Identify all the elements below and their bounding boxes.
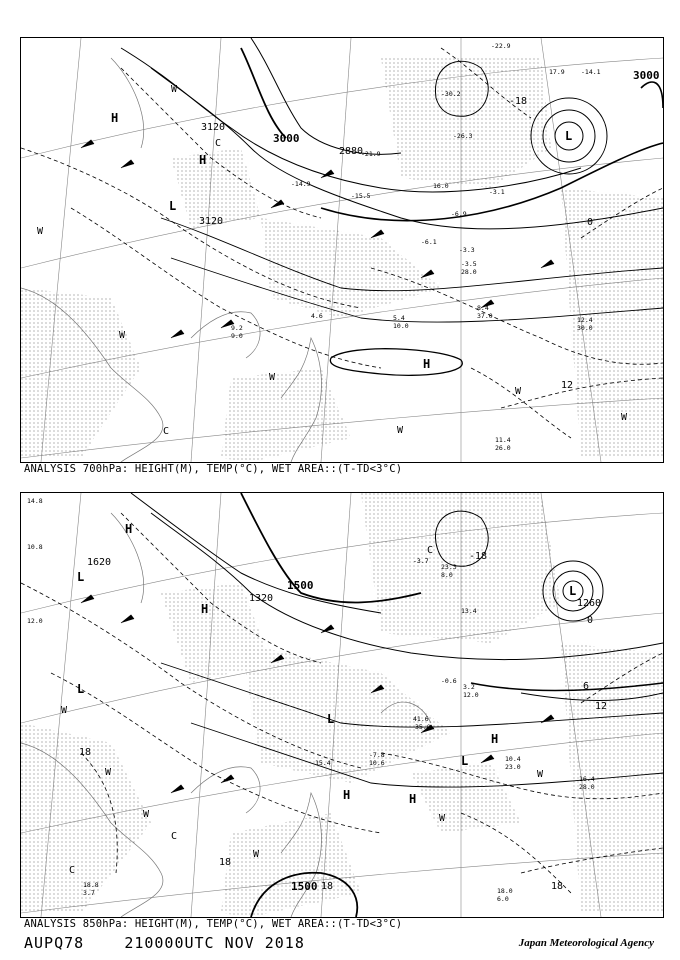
isotherm-label: 6 — [583, 681, 590, 692]
station-value: 15.4 — [315, 759, 331, 767]
isotherm-label: 0 — [587, 217, 594, 228]
height-label: 1500 — [287, 579, 314, 592]
isotherm-label: 12 — [561, 380, 574, 391]
height-label: 1500 — [291, 880, 318, 893]
station-value: 8.0 — [441, 571, 453, 579]
warm-center-label: W — [105, 767, 112, 778]
station-value: 16.4 — [579, 775, 595, 783]
station-value: 23.0 — [505, 763, 521, 771]
station-value: 18.0 — [497, 887, 513, 895]
station-value: -3.5 — [461, 260, 477, 268]
warm-center-label: W — [171, 84, 178, 95]
warm-center-label: W — [143, 809, 150, 820]
station-value: 16.0 — [433, 182, 449, 190]
high-center-label: H — [343, 788, 351, 802]
station-value: 9.0 — [231, 332, 243, 340]
agency-name: Japan Meteorological Agency — [518, 937, 654, 949]
station-value: -7.8 — [369, 751, 385, 759]
isotherm-label: 18 — [79, 747, 92, 758]
station-value: 28.0 — [461, 268, 477, 276]
low-center-label: L — [569, 584, 577, 598]
high-center-label: H — [409, 792, 417, 806]
station-value: -3.1 — [489, 188, 505, 196]
station-value: -6.1 — [421, 238, 437, 246]
station-value: 6.0 — [497, 895, 509, 903]
low-center-label: L — [169, 199, 177, 213]
station-value: 28.0 — [579, 783, 595, 791]
station-value: 35.0 — [415, 723, 431, 731]
station-value: 10.8 — [27, 543, 43, 551]
caption-850hpa: ANALYSIS 850hPa: HEIGHT(M), TEMP(°C), WET AREA::(T-TD<3°C) — [24, 918, 403, 930]
station-value: 3.2 — [463, 683, 475, 691]
station-value: -6.9 — [451, 210, 467, 218]
station-value: -21.9 — [361, 150, 381, 158]
height-label: 2880 — [339, 146, 364, 157]
cold-center-label: C — [171, 831, 178, 842]
height-label: 3120 — [201, 122, 226, 133]
station-value: 12.4 — [577, 316, 593, 324]
low-center-label: L — [565, 129, 573, 143]
station-value: 4.6 — [311, 312, 323, 320]
isotherm-label: 0 — [587, 615, 594, 626]
station-value: 37.0 — [477, 312, 493, 320]
high-center-label: H — [125, 522, 133, 536]
isotherm-label: 18 — [219, 857, 232, 868]
cold-center-label: C — [163, 426, 170, 437]
station-value: 9.2 — [231, 324, 243, 332]
high-center-label: H — [111, 111, 119, 125]
isotherm-label: -18 — [469, 551, 488, 562]
high-center-label: H — [199, 153, 207, 167]
height-label: 1320 — [249, 593, 274, 604]
isotherm-label: 18 — [321, 881, 334, 892]
station-value: 23.3 — [441, 563, 457, 571]
high-center-label: H — [491, 732, 499, 746]
chart-valid-time: 210000UTC NOV 2018 — [124, 934, 305, 952]
high-center-label: H — [423, 357, 431, 371]
map-panel-850hpa — [20, 492, 664, 918]
station-value: -14.1 — [581, 68, 601, 76]
map-panel-700hpa — [20, 37, 664, 463]
high-center-label: H — [201, 602, 209, 616]
station-value: 30.0 — [577, 324, 593, 332]
station-value: -3.3 — [459, 246, 475, 254]
station-value: -15.5 — [351, 192, 371, 200]
station-value: -14.9 — [291, 180, 311, 188]
map-700hpa-svg — [21, 38, 663, 462]
caption-700hpa: ANALYSIS 700hPa: HEIGHT(M), TEMP(°C), WET AREA::(T-TD<3°C) — [24, 463, 403, 475]
chart-code — [24, 934, 305, 952]
station-value: 14.8 — [27, 497, 43, 505]
map-850hpa-svg — [21, 493, 663, 917]
station-value: 13.4 — [461, 607, 477, 615]
station-value: -22.9 — [491, 42, 511, 50]
warm-center-label: W — [515, 386, 522, 397]
low-center-label: L — [327, 712, 335, 726]
station-value: 10.4 — [505, 755, 521, 763]
station-value: -0.6 — [441, 677, 457, 685]
station-value: 18.8 — [83, 881, 99, 889]
station-value: 11.4 — [495, 436, 511, 444]
warm-center-label: W — [537, 769, 544, 780]
station-value: 3.7 — [83, 889, 95, 897]
height-label: 3000 — [633, 69, 660, 82]
height-label: 3120 — [199, 216, 224, 227]
station-value: 10.6 — [369, 759, 385, 767]
warm-center-label: W — [397, 425, 404, 436]
warm-center-label: W — [621, 412, 628, 423]
station-value: -30.2 — [441, 90, 461, 98]
warm-center-label: W — [37, 226, 44, 237]
cold-center-label: C — [427, 545, 434, 556]
station-value: 41.6 — [413, 715, 429, 723]
warm-center-label: W — [253, 849, 260, 860]
low-center-label: L — [77, 570, 85, 584]
station-value: 17.9 — [549, 68, 565, 76]
isotherm-label: 12 — [595, 701, 608, 712]
cold-center-label: C — [215, 138, 222, 149]
cold-center-label: C — [69, 865, 76, 876]
warm-center-label: W — [61, 705, 68, 716]
station-value: 12.0 — [463, 691, 479, 699]
station-value: -26.3 — [453, 132, 473, 140]
station-value: 10.0 — [393, 322, 409, 330]
chart-code-id: AUPQ78 — [24, 934, 85, 952]
station-value: -3.7 — [413, 557, 429, 565]
low-center-label: L — [77, 682, 85, 696]
height-label: 1260 — [577, 598, 602, 609]
station-value: 26.0 — [495, 444, 511, 452]
height-label: 3000 — [273, 132, 300, 145]
warm-center-label: W — [119, 330, 126, 341]
isotherm-label: -18 — [509, 96, 528, 107]
isotherm-label: 18 — [551, 881, 564, 892]
warm-center-label: W — [439, 813, 446, 824]
height-label: 1620 — [87, 557, 112, 568]
low-center-label: L — [461, 754, 469, 768]
station-value: 12.0 — [27, 617, 43, 625]
station-value: 5.4 — [393, 314, 405, 322]
station-value: 8.4 — [477, 304, 489, 312]
warm-center-label: W — [269, 372, 276, 383]
wet-area — [21, 493, 663, 917]
